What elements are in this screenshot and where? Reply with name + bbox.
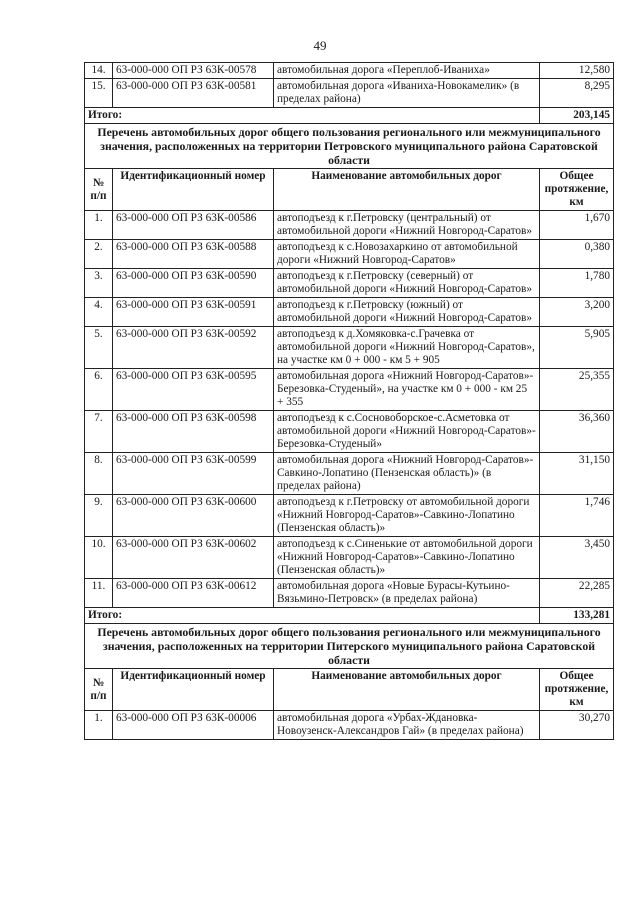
section-header (85, 624, 614, 669)
row-number: 3. (85, 269, 113, 298)
total-value: 133,281 (540, 608, 614, 624)
road-length: 1,746 (540, 495, 614, 537)
road-length: 36,360 (540, 411, 614, 453)
header-name: Наименование автомобильных дорог (274, 169, 540, 211)
table-row (85, 269, 614, 298)
road-length: 0,380 (540, 240, 614, 269)
road-length: 3,200 (540, 298, 614, 327)
header-name: Наименование автомобильных дорог (274, 669, 540, 711)
row-number: 11. (85, 579, 113, 608)
road-length: 8,295 (540, 79, 614, 108)
road-id: 63-000-000 ОП РЗ 63К-00599 (113, 453, 274, 495)
table-row (85, 369, 614, 411)
road-id: 63-000-000 ОП РЗ 63К-00612 (113, 579, 274, 608)
header-number: № п/п (85, 169, 113, 211)
table-row (85, 79, 614, 108)
road-length: 30,270 (540, 711, 614, 740)
road-length: 5,905 (540, 327, 614, 369)
column-header-row (85, 169, 614, 211)
header-id: Идентификационный номер (113, 669, 274, 711)
table-row (85, 211, 614, 240)
table-row (85, 298, 614, 327)
total-row (85, 608, 614, 624)
row-number: 1. (85, 711, 113, 740)
row-number: 10. (85, 537, 113, 579)
row-number: 6. (85, 369, 113, 411)
road-id: 63-000-000 ОП РЗ 63К-00581 (113, 79, 274, 108)
row-number: 7. (85, 411, 113, 453)
road-id: 63-000-000 ОП РЗ 63К-00590 (113, 269, 274, 298)
road-name: автомобильная дорога «Нижний Новгород-Саратов»-Березовка-Студеный», на участке км 0 + 000 - км 25 + 355 (274, 369, 540, 411)
section-header (85, 124, 614, 169)
table-row (85, 63, 614, 79)
row-number: 5. (85, 327, 113, 369)
road-name: автоподъезд к с.Сосновоборское-с.Асметовка от автомобильной дороги «Нижний Новгород-Саратов»-Березовка-Студеный» (274, 411, 540, 453)
column-header-row (85, 669, 614, 711)
header-length: Общее протяжение, км (540, 669, 614, 711)
road-name: автоподъезд к г.Петровску от автомобильной дороги «Нижний Новгород-Саратов»-Савкино-Лопатино (Пензенская область)» (274, 495, 540, 537)
row-number: 14. (85, 63, 113, 79)
table-row (85, 495, 614, 537)
road-length: 3,450 (540, 537, 614, 579)
header-length: Общее протяжение, км (540, 169, 614, 211)
total-row (85, 108, 614, 124)
road-length: 25,355 (540, 369, 614, 411)
row-number: 15. (85, 79, 113, 108)
road-name: автоподъезд к г.Петровску (южный) от автомобильной дороги «Нижний Новгород-Саратов» (274, 298, 540, 327)
road-id: 63-000-000 ОП РЗ 63К-00602 (113, 537, 274, 579)
road-id: 63-000-000 ОП РЗ 63К-00578 (113, 63, 274, 79)
road-id: 63-000-000 ОП РЗ 63К-00598 (113, 411, 274, 453)
road-id: 63-000-000 ОП РЗ 63К-00595 (113, 369, 274, 411)
total-label: Итого: (85, 608, 540, 624)
road-name: автоподъезд к с.Синенькие от автомобильной дороги «Нижний Новгород-Саратов»-Савкино-Лопатино (Пензенская область)» (274, 537, 540, 579)
road-id: 63-000-000 ОП РЗ 63К-00586 (113, 211, 274, 240)
road-length: 1,780 (540, 269, 614, 298)
road-name: автоподъезд к г.Петровску (центральный) от автомобильной дороги «Нижний Новгород-Саратов» (274, 211, 540, 240)
road-id: 63-000-000 ОП РЗ 63К-00591 (113, 298, 274, 327)
row-number: 4. (85, 298, 113, 327)
road-name: автоподъезд к г.Петровску (северный) от автомобильной дороги «Нижний Новгород-Саратов» (274, 269, 540, 298)
table-row (85, 537, 614, 579)
road-id: 63-000-000 ОП РЗ 63К-00592 (113, 327, 274, 369)
road-name: автомобильная дорога «Переплоб-Иваниха» (274, 63, 540, 79)
table-row (85, 711, 614, 740)
table-row (85, 579, 614, 608)
road-length: 1,670 (540, 211, 614, 240)
table-row (85, 327, 614, 369)
road-length: 31,150 (540, 453, 614, 495)
table-row (85, 453, 614, 495)
road-name: автомобильная дорога «Нижний Новгород-Саратов»-Савкино-Лопатино (Пензенская область)» (в пределах района) (274, 453, 540, 495)
row-number: 9. (85, 495, 113, 537)
road-id: 63-000-000 ОП РЗ 63К-00006 (113, 711, 274, 740)
road-name: автоподъезд к с.Новозахаркино от автомобильной дороги «Нижний Новгород-Саратов» (274, 240, 540, 269)
page-number: 49 (313, 38, 327, 53)
roads-table (84, 62, 614, 740)
table-row (85, 240, 614, 269)
total-value: 203,145 (540, 108, 614, 124)
road-name: автомобильная дорога «Урбах-Ждановка-Новоузенск-Александров Гай» (в пределах района) (274, 711, 540, 740)
road-name: автомобильная дорога «Иваниха-Новокамелик» (в пределах района) (274, 79, 540, 108)
header-number: № п/п (85, 669, 113, 711)
section-title: Перечень автомобильных дорог общего пользования регионального или межмуниципального значения, расположенных на территории Петровского муниципального района Саратовской области (85, 124, 614, 169)
total-label: Итого: (85, 108, 540, 124)
road-name: автомобильная дорога «Новые Бурасы-Кутьино-Вязьмино-Петровск» (в пределах района) (274, 579, 540, 608)
road-name: автоподъезд к д.Хомяковка-с.Грачевка от автомобильной дороги «Нижний Новгород-Саратов», на участке км 0 + 000 - км 5 + 905 (274, 327, 540, 369)
road-id: 63-000-000 ОП РЗ 63К-00588 (113, 240, 274, 269)
row-number: 2. (85, 240, 113, 269)
row-number: 8. (85, 453, 113, 495)
row-number: 1. (85, 211, 113, 240)
road-id: 63-000-000 ОП РЗ 63К-00600 (113, 495, 274, 537)
section-title: Перечень автомобильных дорог общего пользования регионального или межмуниципального значения, расположенных на территории Питерского муниципального района Саратовской области (85, 624, 614, 669)
road-length: 22,285 (540, 579, 614, 608)
header-id: Идентификационный номер (113, 169, 274, 211)
road-length: 12,580 (540, 63, 614, 79)
table-row (85, 411, 614, 453)
